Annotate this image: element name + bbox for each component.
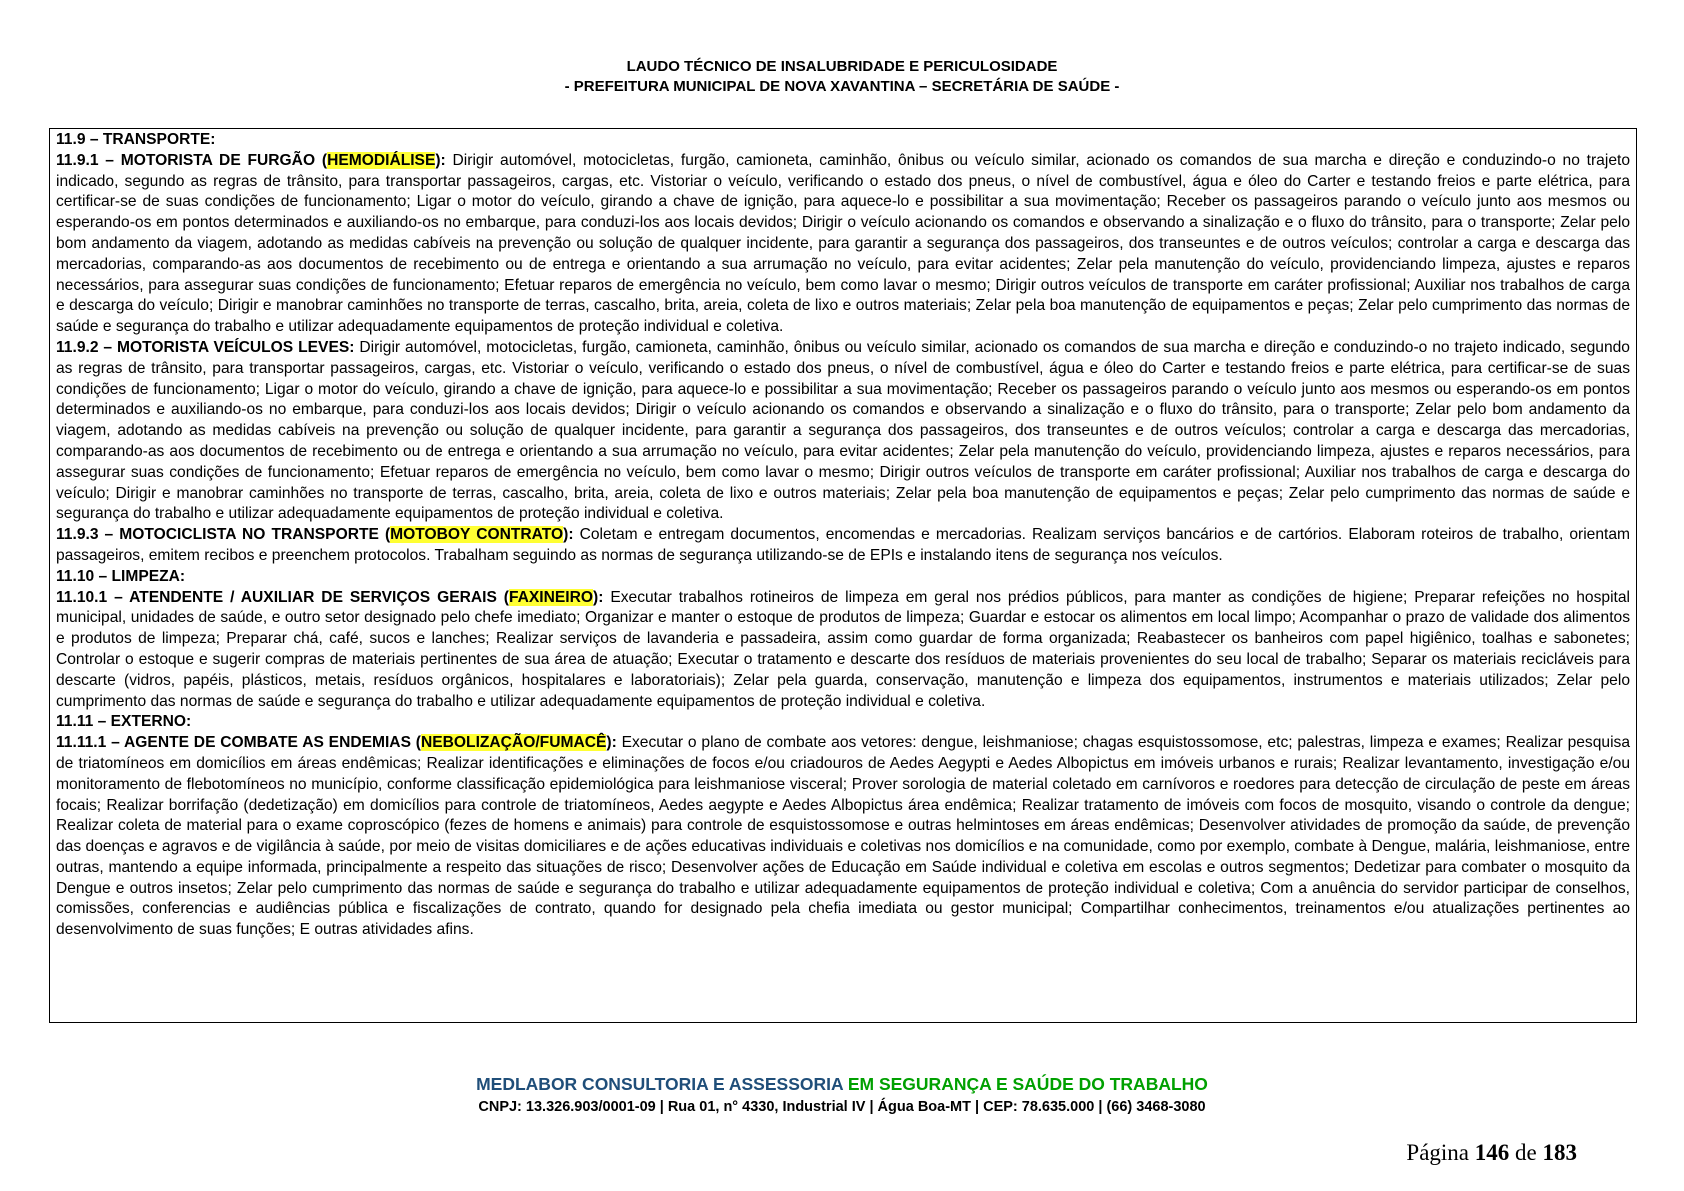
- document-footer: [0, 1073, 1684, 1117]
- document-title: LAUDO TÉCNICO DE INSALUBRIDADE E PERICULOSIDADE: [626, 58, 1058, 75]
- paragraph-title: 11.11.1 – AGENTE DE COMBATE AS ENDEMIAS (NEBOLIZAÇÃO/FUMACÊ):: [56, 734, 617, 752]
- highlight-motoboy: MOTOBOY CONTRATO: [390, 526, 564, 544]
- section-heading-limpeza: 11.10 – LIMPEZA:: [56, 567, 186, 585]
- section-heading-externo: 11.11 – EXTERNO:: [56, 713, 192, 731]
- paragraph-title: 11.9.3 – MOTOCICLISTA NO TRANSPORTE (MOTOBOY CONTRATO):: [56, 526, 574, 544]
- highlight-nebolizacao: NEBOLIZAÇÃO/FUMACÊ: [420, 734, 607, 752]
- section-heading-transporte: 11.9 – TRANSPORTE:: [56, 131, 216, 148]
- paragraph-auxiliar-servicos-gerais: [56, 588, 1630, 713]
- paragraph-text: Coletam e entregam documentos, encomendas e mercadorias. Realizam serviços bancários e de cartórios. Elaboram roteiros de trabalho, orientam passageiros, emitem recibos e preenchem protocolos. Trabalham seguindo as normas de segurança utilizando-se de EPIs e instalando itens de segurança nos veículos.: [56, 526, 1631, 564]
- page-number: Página 146 de 183: [1406, 1140, 1577, 1165]
- highlight-hemodialise: HEMODIÁLISE: [327, 151, 436, 169]
- paragraph-motociclista: [56, 525, 1630, 567]
- document-header: [0, 57, 1684, 97]
- document-subtitle: - PREFEITURA MUNICIPAL DE NOVA XAVANTINA – SECRETÁRIA DE SAÚDE -: [564, 78, 1120, 95]
- paragraph-motorista-furgao: [56, 151, 1630, 338]
- footer-address: CNPJ: 13.326.903/0001-09 | Rua 01, n° 4330, Industrial IV | Água Boa-MT | CEP: 78.635.000 | (66) 3468-3080: [478, 1099, 1206, 1115]
- footer-company: MEDLABOR CONSULTORIA E ASSESSORIA EM SEGURANÇA E SAÚDE DO TRABALHO: [476, 1074, 1208, 1094]
- paragraph-text: Dirigir automóvel, motocicletas, furgão, camioneta, caminhão, ônibus ou veículo similar, acionado os comandos de sua marcha e direção e conduzindo-o no trajeto indicado, segundo as regras de trânsito, para transportar passageiros, cargas, etc. Vistoriar o veículo, verificando o estado dos pneus, o nível de combustível, água e óleo do Carter e testando freios e parte elétrica, para certificar-se de suas condições de funcionamento; Ligar o motor do veículo, girando a chave de ignição, para aquece-lo e possibilitar a sua movimentação; Receber os passageiros parando o veículo junto aos mesmos ou esperando-os em pontos determinados e auxiliando-os no embarque, para conduzi-los aos locais devidos; Dirigir o veículo acionando os comandos e observando a sinalização e o fluxo do trânsito, para o transporte; Zelar pelo bom andamento da viagem, adotando as medidas cabíveis na prevenção ou solução de qualquer incidente, para garantir a segurança dos passageiros, dos transeuntes e de outros veículos; controlar a carga e descarga das mercadorias, comparando-as aos documentos de recebimento ou de entrega e orientando a sua arrumação no veículo, para evitar acidentes; Zelar pela manutenção do veículo, providenciando limpeza, ajustes e reparos necessários, para assegurar suas condições de funcionamento; Efetuar reparos de emergência no veículo, bem como lavar o mesmo; Dirigir outros veículos de transporte em caráter profissional; Auxiliar nos trabalhos de carga e descarga do veículo; Dirigir e manobrar caminhões no transporte de terras, cascalho, brita, areia, coleta de lixo e outros materiais; Zelar pela boa manutenção de equipamentos e peças; Zelar pelo cumprimento das normas de saúde e segurança do trabalho e utilizar adequadamente equipamentos de proteção individual e coletiva.: [56, 151, 1631, 336]
- highlight-faxineiro: FAXINEIRO: [508, 588, 594, 606]
- paragraph-text: Dirigir automóvel, motocicletas, furgão, camioneta, caminhão, ônibus ou veículo similar, acionado os comandos de sua marcha e direção e conduzindo-o no trajeto indicado, segundo as regras de trânsito, para transportar passageiros, cargas, etc. Vistoriar o veículo, verificando o estado dos pneus, o nível de combustível, água e óleo do Carter e testando freios e parte elétrica, para certificar-se de suas condições de funcionamento; Ligar o motor do veículo, girando a chave de ignição, para aquece-lo e possibilitar a sua movimentação; Receber os passageiros parando o veículo junto aos mesmos ou esperando-os em pontos determinados e auxiliando-os no embarque, para conduzi-los aos locais devidos; Dirigir o veículo acionando os comandos e observando a sinalização e o fluxo do trânsito, para o transporte; Zelar pelo bom andamento da viagem, adotando as medidas cabíveis na prevenção ou solução de qualquer incidente, para garantir a segurança dos passageiros, dos transeuntes e de outros veículos; controlar a carga e descarga das mercadorias, comparando-as aos documentos de recebimento ou de entrega e orientando a sua arrumação no veículo, para evitar acidentes; Zelar pela manutenção do veículo, providenciando limpeza, ajustes e reparos necessários, para assegurar suas condições de funcionamento; Efetuar reparos de emergência no veículo, bem como lavar o mesmo; Dirigir outros veículos de transporte em caráter profissional; Auxiliar nos trabalhos de carga e descarga do veículo; Dirigir e manobrar caminhões no transporte de terras, cascalho, brita, areia, coleta de lixo e outros materiais; Zelar pela boa manutenção de equipamentos e peças; Zelar pelo cumprimento das normas de saúde e segurança do trabalho e utilizar adequadamente equipamentos de proteção individual e coletiva.: [56, 338, 1630, 523]
- paragraph-title: 11.9.2 – MOTORISTA VEÍCULOS LEVES:: [56, 338, 355, 356]
- paragraph-text: Executar trabalhos rotineiros de limpeza em geral nos prédios públicos, para manter as condições de higiene; Preparar refeições no hospital municipal, unidades de saúde, e outro setor designado pelo chefe imediato; Organizar e manter o estoque de produtos de limpeza; Guardar e estocar os alimentos em local limpo; Acompanhar o prazo de validade dos alimentos e produtos de limpeza; Preparar chá, café, sucos e lanches; Realizar serviços de lavanderia e passadeira, assim como guardar de forma organizada; Reabastecer os banheiros com papel higiênico, toalhas e sabonetes; Controlar o estoque e sugerir compras de materiais pertinentes de sua área de atuação; Executar o tratamento e descarte dos resíduos de materiais provenientes do seu local de trabalho; Separar os materiais recicláveis para descarte (vidros, papéis, plásticos, metais, resíduos orgânicos, hospitalares e laboratoriais); Zelar pela guarda, conservação, manutenção e limpeza dos equipamentos, instrumentos e materiais utilizados; Zelar pelo cumprimento das normas de saúde e segurança do trabalho e utilizar adequadamente equipamentos de proteção individual e coletiva.: [56, 588, 1631, 710]
- paragraph-title: 11.9.1 – MOTORISTA DE FURGÃO (HEMODIÁLISE):: [56, 151, 446, 169]
- paragraph-text: Executar o plano de combate aos vetores: dengue, leishmaniose; chagas esquistossomose, etc; palestras, limpeza e exames; Realizar pesquisa de triatomíneos em domicílios em áreas endêmicas; Realizar identificações e eliminações de focos e/ou criadouros de Aedes Aegypti e Aedes Albopictus em imóveis urbanos e rurais; Realizar levantamento, investigação e/ou monitoramento de flebotomíneos no município, conforme classificação epidemiológica para leishmaniose visceral; Prover sorologia de material coletado em carnívoros e roedores para detecção de circulação de peste em áreas focais; Realizar borrifação (dedetização) em domicílios para controle de triatomíneos, Aedes aegypte e Aedes Albopictus área endêmica; Realizar tratamento de imóveis com focos de mosquito, visando o controle da dengue; Realizar coleta de material para o exame coproscópico (fezes de homens e animais) para controle de esquistossomose e outras helmintoses em áreas endêmicas; Desenvolver atividades de promoção da saúde, de prevenção das doenças e agravos e de vigilância à saúde, por meio de visitas domiciliares e de ações educativas individuais e coletivas nos domicílios e na comunidade, como por exemplo, combate à Dengue, malária, leishmaniose, entre outras, mantendo a equipe informada, principalmente a respeito das situações de risco; Desenvolver ações de Educação em Saúde individual e coletiva em escolas e outros segmentos; Dedetizar para combater o mosquito da Dengue e outros insetos; Zelar pelo cumprimento das normas de saúde e segurança do trabalho e utilizar adequadamente equipamentos de proteção individual e coletiva; Com a anuência do servidor participar de conselhos, comissões, conferencias e audiências pública e fiscalizações de contrato, quando for designado pela chefia imediata ou gestor municipal; Compartilhar conhecimentos, treinamentos e/ou atualizações pertinentes ao desenvolvimento de suas funções; E outras atividades afins.: [56, 734, 1630, 939]
- paragraph-agente-endemias: [56, 733, 1630, 941]
- content-box: [49, 128, 1637, 1023]
- paragraph-title: 11.10.1 – ATENDENTE / AUXILIAR DE SERVIÇOS GERAIS (FAXINEIRO):: [56, 588, 604, 606]
- paragraph-motorista-veiculos-leves: [56, 338, 1630, 525]
